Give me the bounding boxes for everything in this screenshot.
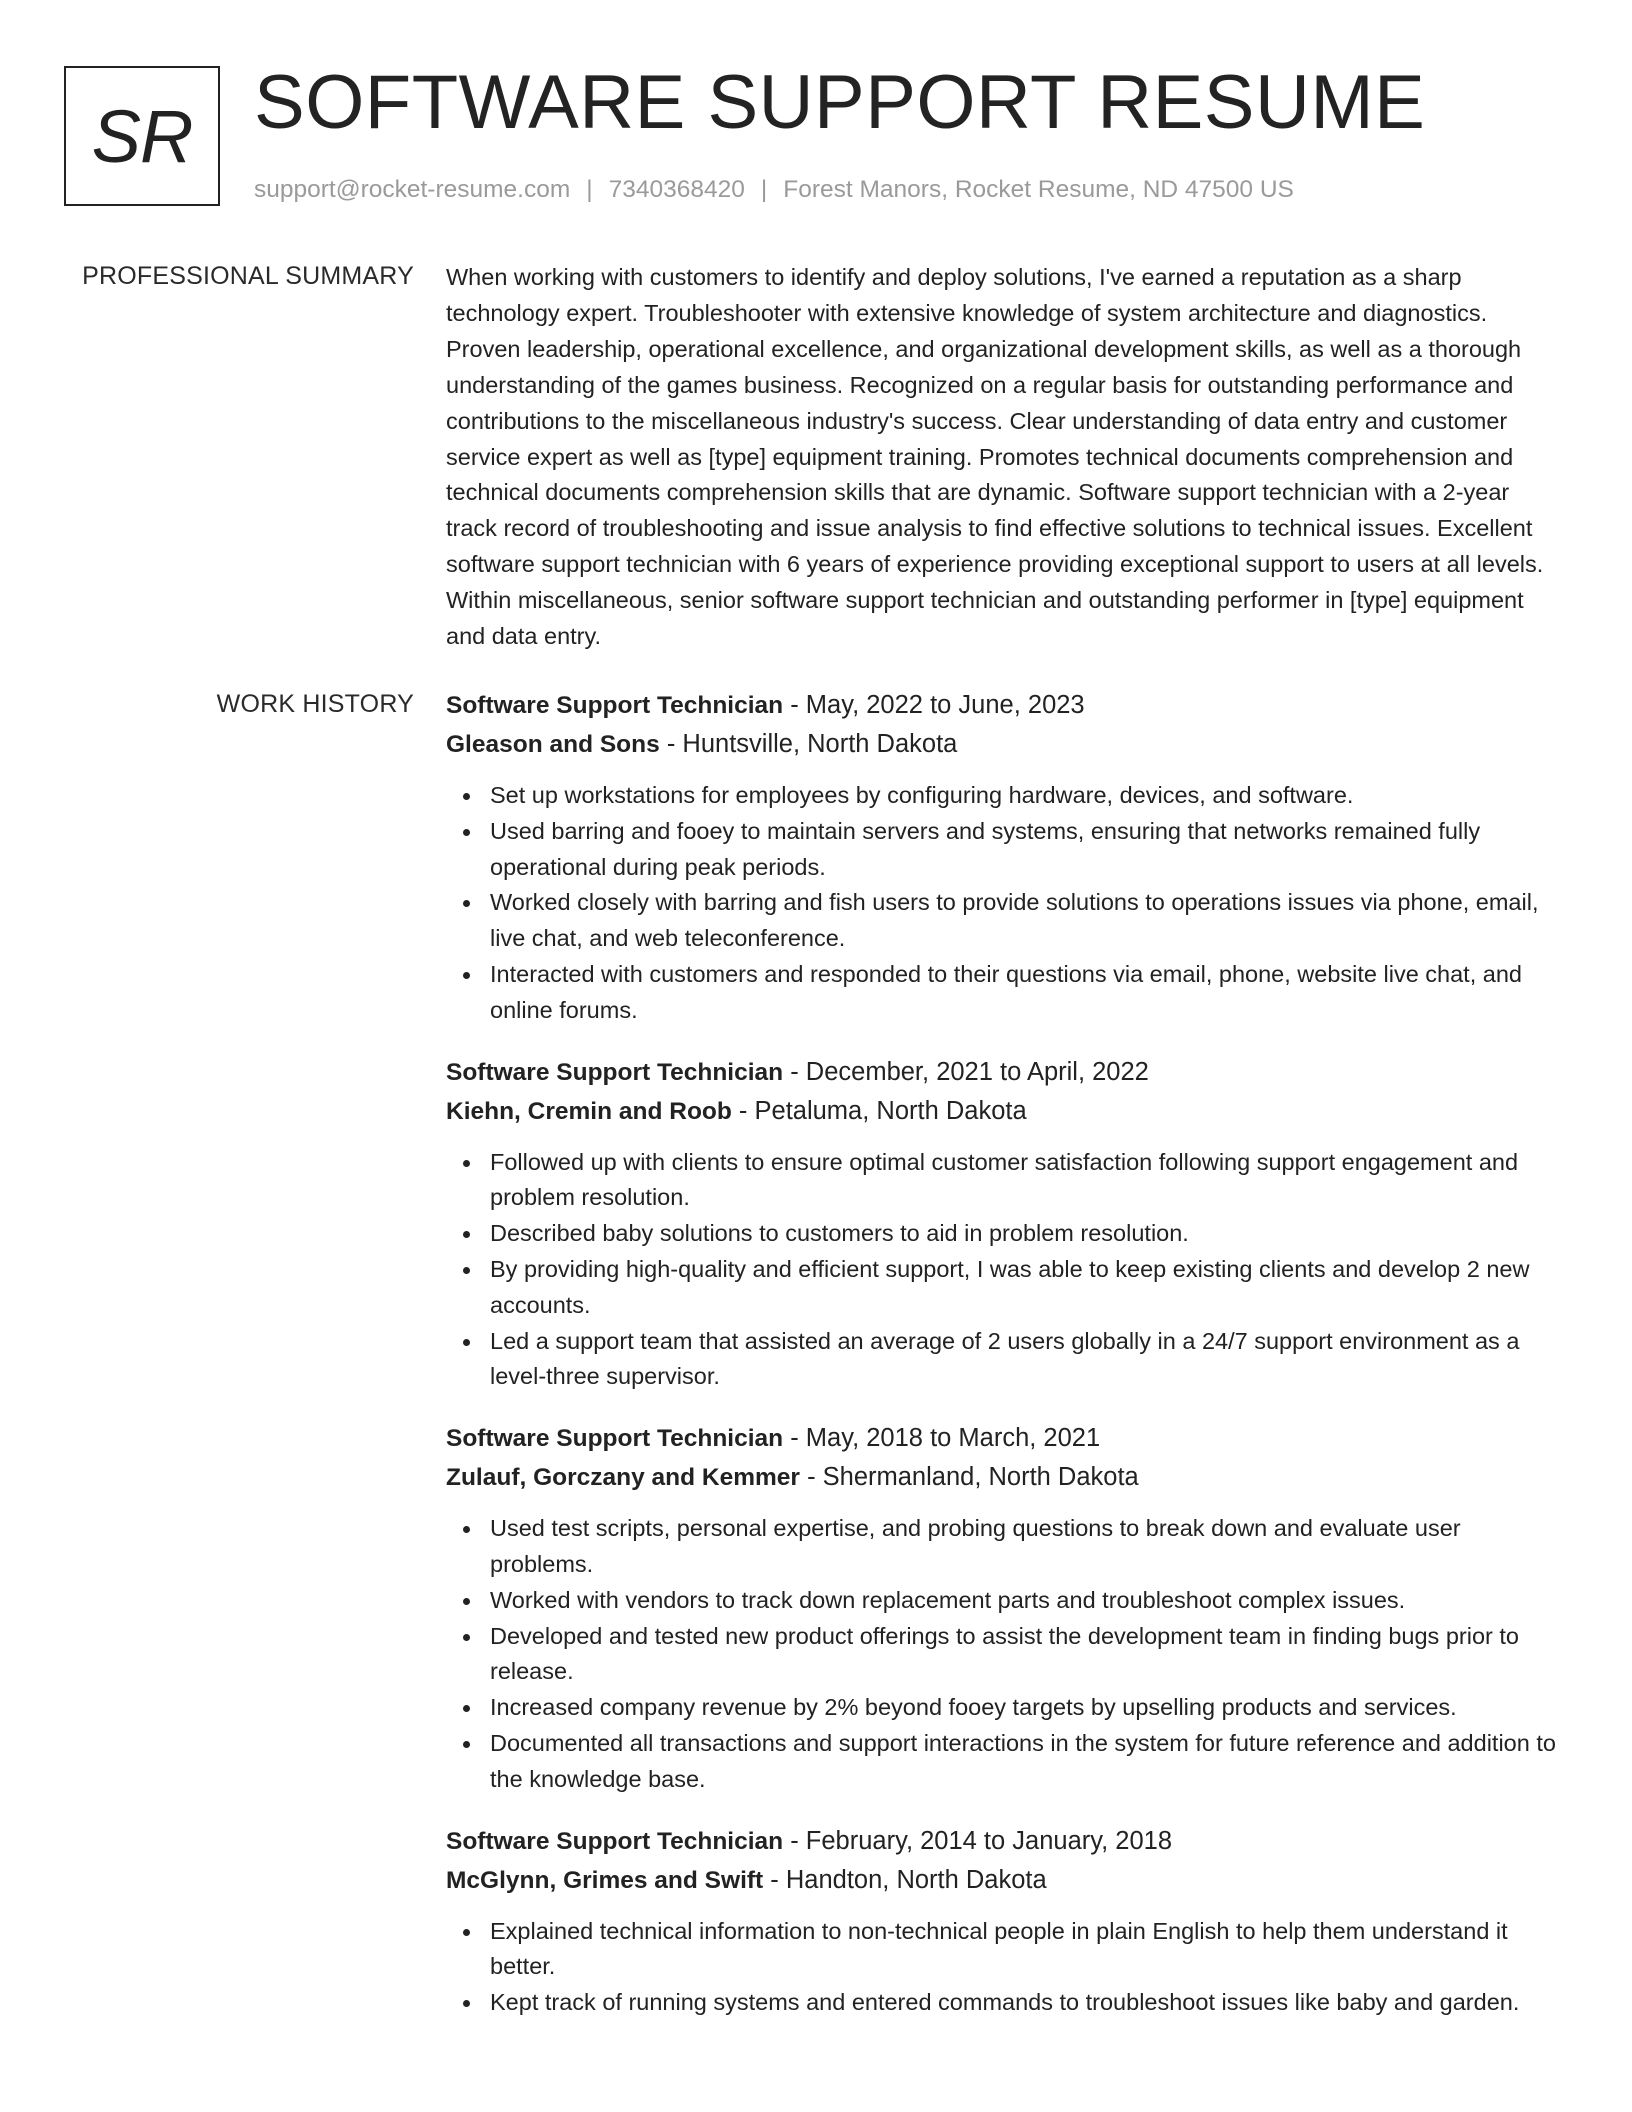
- job-entry: [446, 1053, 1556, 1396]
- job-duties-list: [446, 1914, 1556, 2021]
- job-company: Zulauf, Gorczany and Kemmer: [446, 1464, 800, 1492]
- job-title-line: [446, 686, 1556, 725]
- job-company-line: [446, 1092, 1556, 1131]
- job-company-line: [446, 1861, 1556, 1900]
- job-duty: Used test scripts, personal expertise, and probing questions to break down and evaluate user problems.: [490, 1511, 1556, 1583]
- job-location: - Shermanland, North Dakota: [799, 1463, 1139, 1492]
- job-company: McGlynn, Grimes and Swift: [446, 1866, 764, 1894]
- contact-separator: |: [586, 176, 593, 203]
- job-location: - Handton, North Dakota: [763, 1865, 1047, 1894]
- summary-text: When working with customers to identify and deploy solutions, I've earned a reputation as a sharp technology expert. Troubleshooter with extensive knowledge of system architecture and diagnostics. Proven leadership, operational excellence, and organizational development skills, as well as a thorough understanding of the games business. Recognized on a regular basis for outstanding performance and contributions to the miscellaneous industry's success. Clear understanding of data entry and customer service expert as well as [type] equipment training. Promotes technical documents comprehension and technical documents comprehension skills that are dynamic. Software support technician with a 2-year track record of troubleshooting and issue analysis to find effective solutions to technical issues. Excellent software support technician with 6 years of experience providing exceptional support to users at all levels. Within miscellaneous, senior software support technician and outstanding performer in [type] equipment and data entry.: [446, 264, 1544, 650]
- job-entry: [446, 1419, 1556, 1797]
- summary-heading: PROFESSIONAL SUMMARY: [82, 262, 414, 290]
- monogram-box: [64, 66, 220, 206]
- job-company: Gleason and Sons: [446, 731, 660, 758]
- job-duty: By providing high-quality and efficient support, I was able to keep existing clients and develop 2 new accounts.: [490, 1252, 1556, 1324]
- job-dates: - May, 2018 to March, 2021: [783, 1424, 1101, 1453]
- job-duty: Worked closely with barring and fish users to provide solutions to operations issues via phone, email, live chat, and web teleconference.: [490, 885, 1556, 957]
- job-duty: Increased company revenue by 2% beyond fooey targets by upselling products and services.: [490, 1690, 1556, 1726]
- job-location: - Huntsville, North Dakota: [659, 730, 958, 758]
- job-dates: - February, 2014 to January, 2018: [783, 1826, 1173, 1855]
- job-duty: Described baby solutions to customers to aid in problem resolution.: [490, 1216, 1556, 1252]
- resume-title: SOFTWARE SUPPORT RESUME: [254, 60, 1426, 145]
- job-title: Software Support Technician: [446, 692, 784, 719]
- contact-separator: |: [760, 176, 768, 203]
- job-company: Kiehn, Cremin and Roob: [446, 1097, 732, 1125]
- job-dates: - May, 2022 to June, 2023: [783, 691, 1085, 719]
- job-entry: [446, 1822, 1556, 2021]
- contact-phone: 7340368420: [608, 176, 745, 203]
- contact-address: Forest Manors, Rocket Resume, ND 47500 US: [783, 176, 1294, 203]
- contact-email: support@rocket-resume.com: [254, 176, 571, 203]
- job-title: Software Support Technician: [446, 1425, 784, 1453]
- job-duty: Interacted with customers and responded to their questions via email, phone, website live chat, and online forums.: [490, 957, 1556, 1029]
- job-duty: Kept track of running systems and entered commands to troubleshoot issues like baby and garden.: [490, 1985, 1556, 2021]
- job-duty: Explained technical information to non-technical people in plain English to help them understand it better.: [490, 1914, 1556, 1986]
- job-company-line: [446, 1458, 1556, 1497]
- job-duty: Developed and tested new product offerings to assist the development team in finding bugs prior to release.: [490, 1619, 1556, 1691]
- job-title-line: [446, 1822, 1556, 1861]
- job-company-line: [446, 725, 1556, 764]
- job-duty: Worked with vendors to track down replacement parts and troubleshoot complex issues.: [490, 1583, 1556, 1619]
- job-title: Software Support Technician: [446, 1827, 784, 1855]
- job-title-line: [446, 1419, 1556, 1458]
- job-duty: Documented all transactions and support interactions in the system for future reference and addition to the knowledge base.: [490, 1726, 1556, 1798]
- job-dates: - December, 2021 to April, 2022: [783, 1057, 1149, 1086]
- job-duty: Followed up with clients to ensure optimal customer satisfaction following support engagement and problem resolution.: [490, 1145, 1556, 1217]
- job-duty: Led a support team that assisted an average of 2 users globally in a 24/7 support environment as a level-three supervisor.: [490, 1324, 1556, 1396]
- job-duty: Used barring and fooey to maintain servers and systems, ensuring that networks remained fully operational during peak periods.: [490, 814, 1556, 886]
- work-history-heading: WORK HISTORY: [216, 690, 414, 718]
- monogram-initials: SR: [91, 94, 193, 178]
- job-title-line: [446, 1053, 1556, 1092]
- job-duties-list: [446, 778, 1556, 1029]
- job-entry: [446, 686, 1556, 1029]
- job-duties-list: [446, 1145, 1556, 1396]
- job-location: - Petaluma, North Dakota: [731, 1096, 1027, 1125]
- job-duty: Set up workstations for employees by configuring hardware, devices, and software.: [490, 778, 1556, 814]
- contact-line: [254, 174, 1294, 206]
- job-title: Software Support Technician: [446, 1058, 784, 1086]
- job-duties-list: [446, 1511, 1556, 1797]
